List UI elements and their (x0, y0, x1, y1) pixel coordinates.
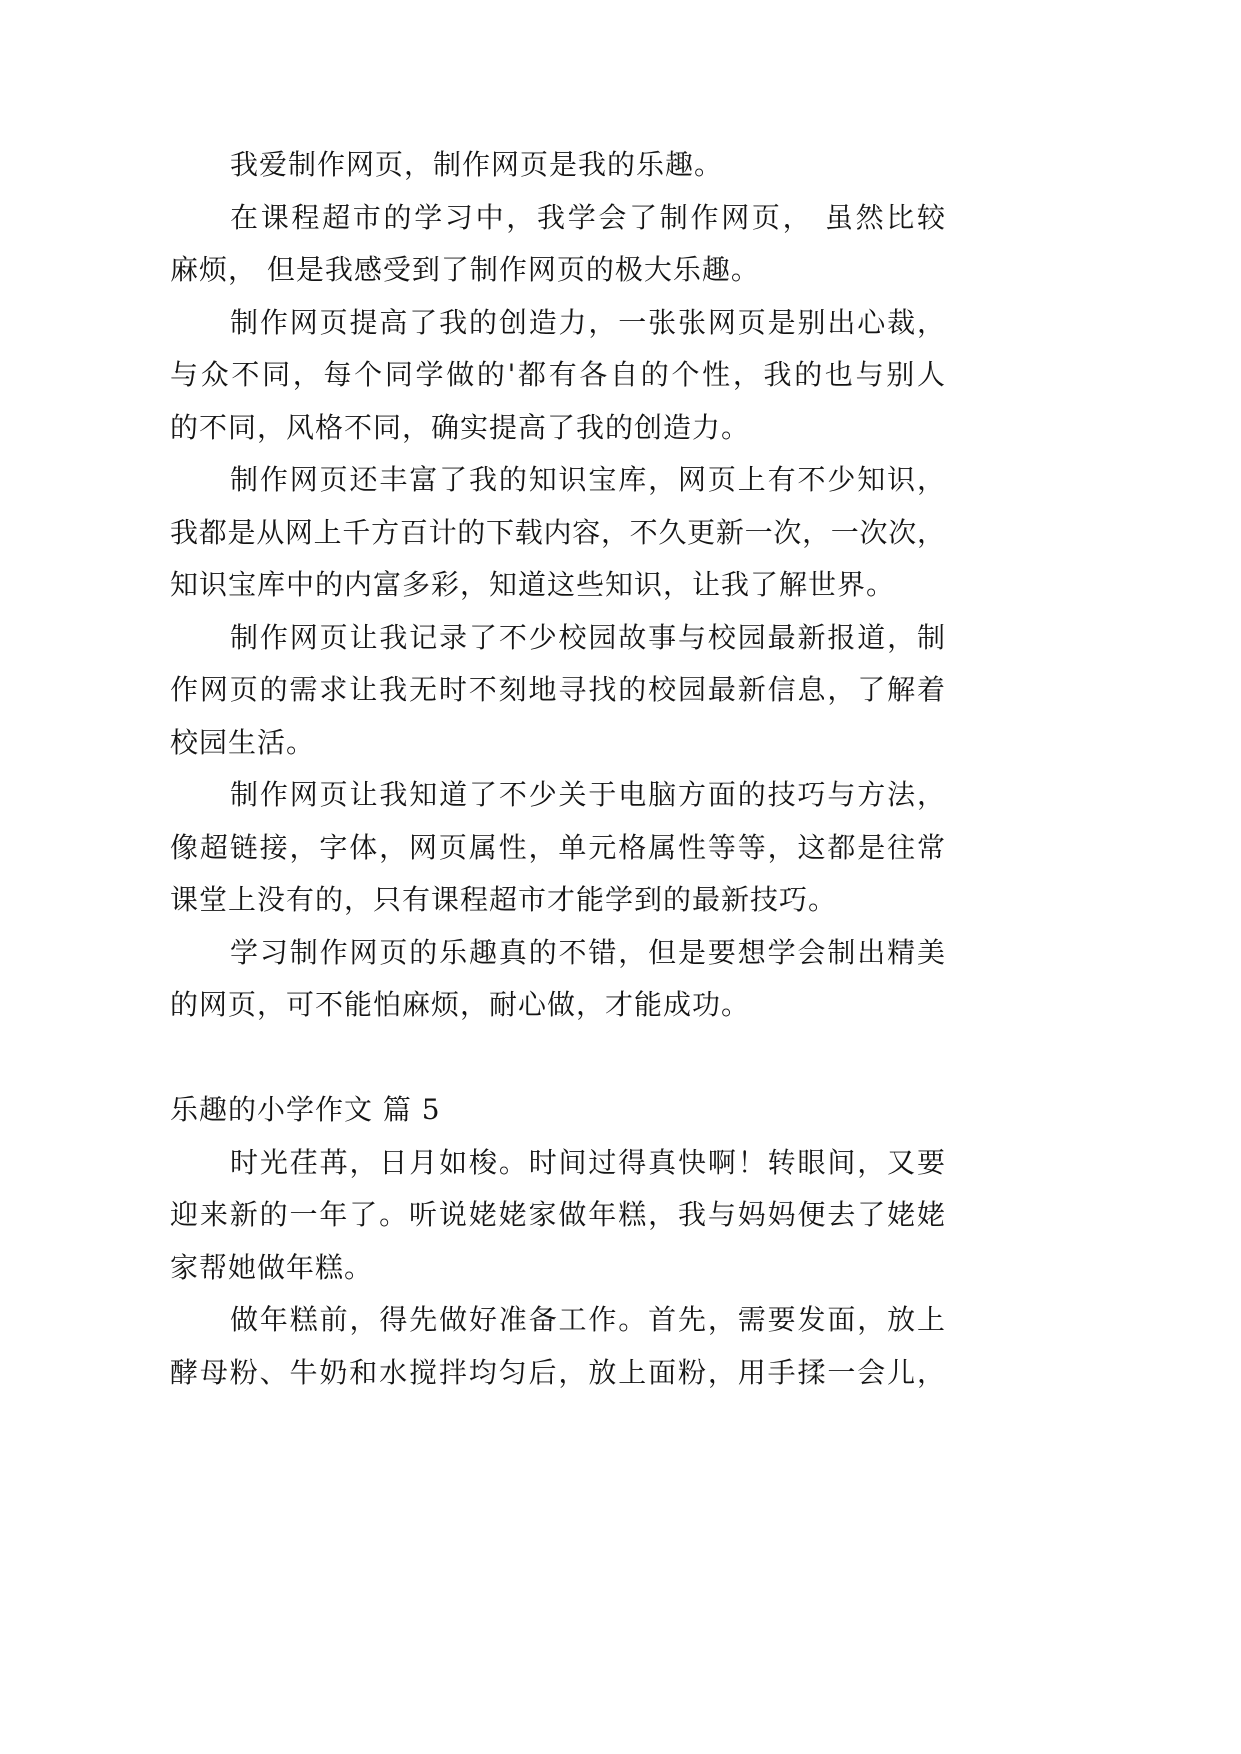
text-line: 与众不同，每个同学做的'都有各自的个性，我的也与别人 (170, 358, 945, 391)
text-line: 制作网页让我记录了不少校园故事与校园最新报道，制 (230, 620, 945, 654)
text-line: 知识宝库中的内富多彩，知道这些知识，让我了解世界。 (170, 568, 896, 601)
paragraph (170, 1294, 945, 1399)
text-line: 制作网页提高了我的创造力，一张张网页是别出心裁， (230, 305, 945, 339)
paragraph (170, 1137, 945, 1295)
paragraph (170, 612, 945, 770)
text-line: 在课程超市的学习中，我学会了制作网页， 虽然比较 (230, 200, 945, 234)
text-line: 迎来新的一年了。听说姥姥家做年糕，我与妈妈便去了姥姥 (170, 1198, 945, 1231)
paragraph (170, 297, 945, 455)
text-line: 时光荏苒，日月如梭。时间过得真快啊！转眼间，又要 (230, 1145, 945, 1179)
paragraph (170, 192, 945, 297)
text-line: 课堂上没有的，只有课程超市才能学到的最新技巧。 (170, 883, 838, 916)
text-line: 做年糕前，得先做好准备工作。首先，需要发面，放上 (230, 1303, 945, 1336)
text-line: 学习制作网页的乐趣真的不错，但是要想学会制出精美 (230, 935, 945, 969)
text-line: 校园生活。 (170, 725, 316, 759)
paragraph (170, 139, 945, 192)
text-line: 制作网页还丰富了我的知识宝库，网页上有不少知识， (230, 463, 945, 496)
text-line: 的不同，风格不同，确实提高了我的创造力。 (170, 410, 751, 444)
paragraph (170, 454, 945, 612)
text-line: 的网页，可不能怕麻烦，耐心做，才能成功。 (170, 988, 751, 1021)
blank-line (170, 1032, 945, 1085)
text-line: 像超链接，字体，网页属性，单元格属性等等，这都是往常 (170, 830, 945, 864)
text-line: 我爱制作网页，制作网页是我的乐趣。 (230, 148, 724, 181)
section-heading: 乐趣的小学作文 篇 5 (170, 1093, 441, 1126)
text-line: 作网页的需求让我无时不刻地寻找的校园最新信息，了解着 (170, 673, 945, 706)
text-line: 制作网页让我知道了不少关于电脑方面的技巧与方法， (230, 778, 945, 811)
document-body (170, 139, 945, 1399)
text-line: 我都是从网上千方百计的下载内容，不久更新一次，一次次， (170, 515, 945, 549)
text-line: 酵母粉、牛奶和水搅拌均匀后，放上面粉，用手揉一会儿， (170, 1355, 945, 1389)
paragraph (170, 769, 945, 927)
text-line: 麻烦， 但是我感受到了制作网页的极大乐趣。 (170, 253, 760, 286)
paragraph (170, 927, 945, 1032)
text-line: 家帮她做年糕。 (170, 1250, 374, 1284)
